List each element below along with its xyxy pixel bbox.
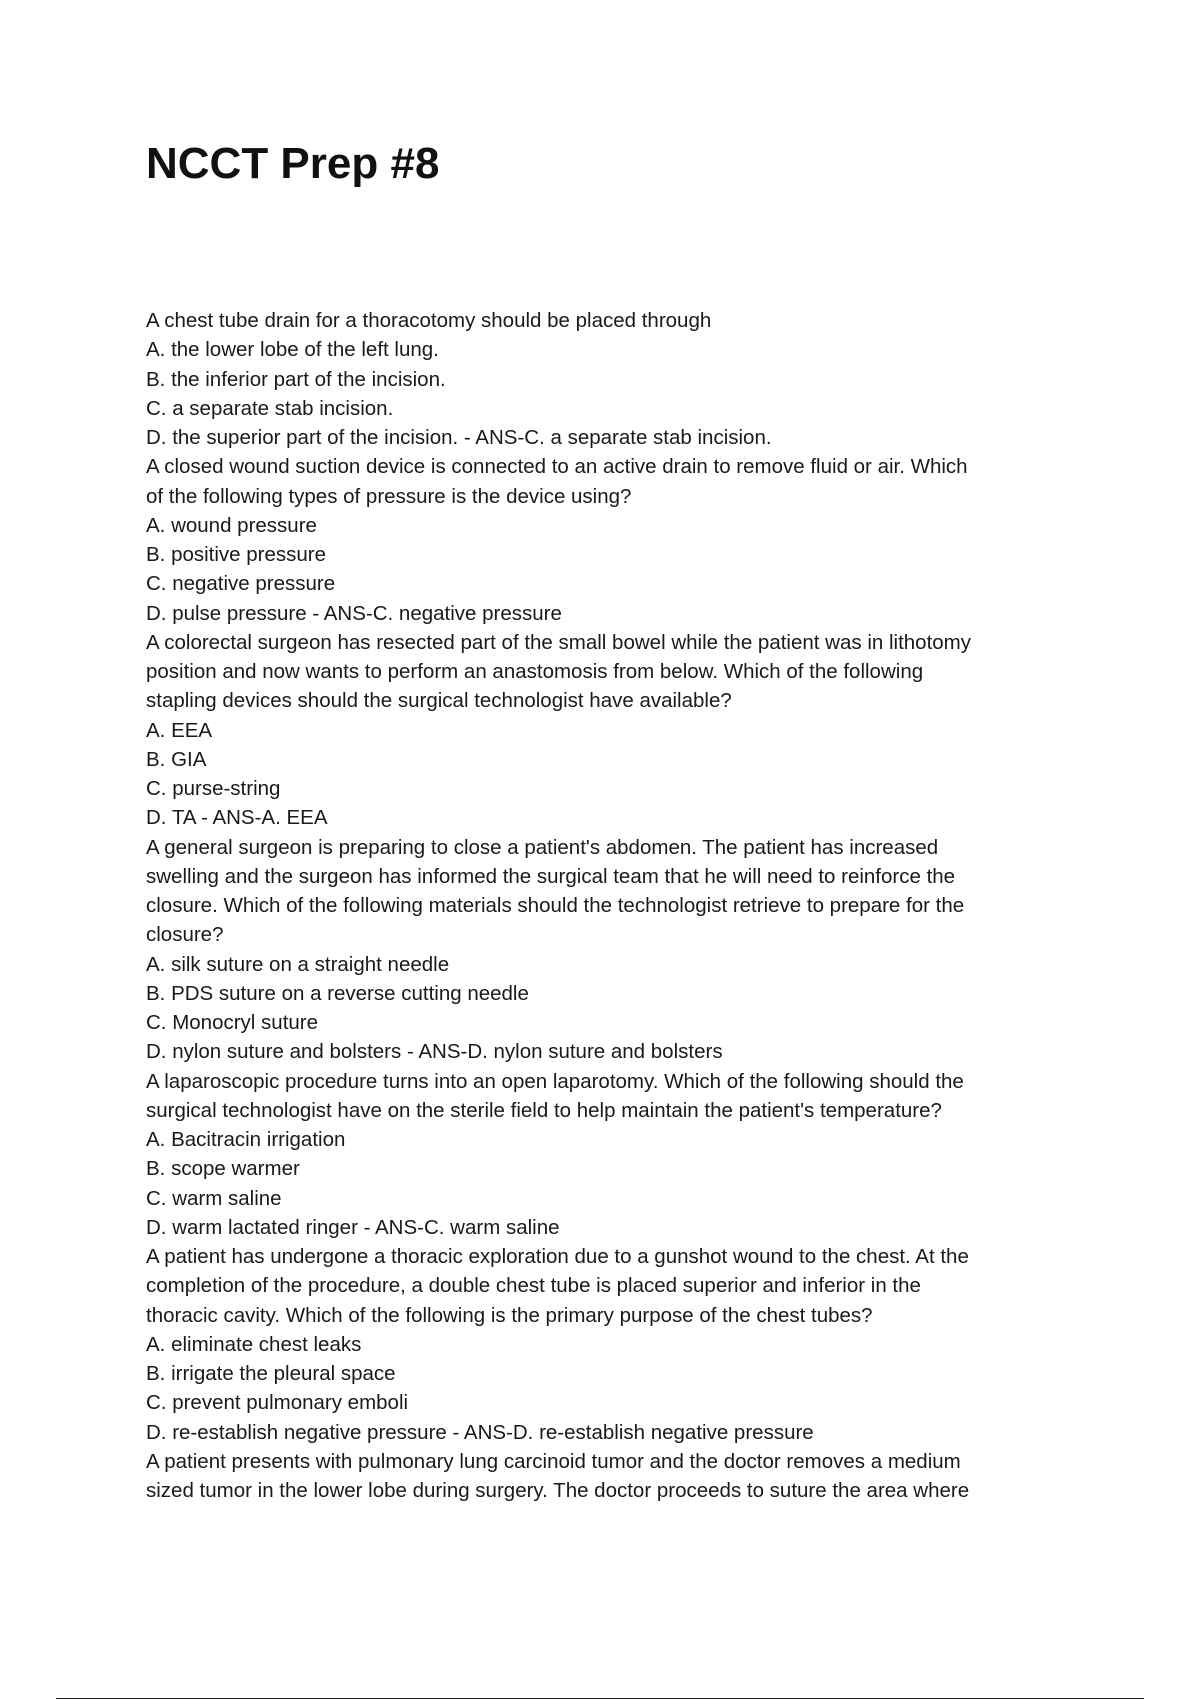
text-line: position and now wants to perform an anastomosis from below. Which of the following [146,660,924,683]
text-line: A. EEA [146,718,213,742]
text-line: A closed wound suction device is connected to an active drain to remove fluid or air. Which [146,455,968,479]
text-line: D. nylon suture and bolsters - ANS-D. nylon suture and bolsters [146,1040,723,1064]
text-line: completion of the procedure, a double chest tube is placed superior and inferior in the [146,1274,921,1298]
text-line: A patient has undergone a thoracic exploration due to a gunshot wound to the chest. At the [146,1245,969,1268]
text-line: A. wound pressure [146,513,317,537]
text-line: A. the lower lobe of the left lung. [146,338,439,362]
text-line: sized tumor in the lower lobe during surgery. The doctor proceeds to suture the area where [146,1479,970,1502]
text-line: D. warm lactated ringer - ANS-C. warm saline [146,1215,560,1239]
text-line: B. GIA [146,747,207,771]
text-line: closure. Which of the following materials should the technologist retrieve to prepare for the [146,894,965,917]
text-line: C. purse-string [146,777,281,800]
text-line: A laparoscopic procedure turns into an open laparotomy. Which of the following should the [146,1069,964,1093]
text-line: C. prevent pulmonary emboli [146,1391,409,1415]
text-line: thoracic cavity. Which of the following is the primary purpose of the chest tubes? [146,1303,873,1327]
text-line: C. Monocryl suture [146,1011,319,1034]
text-line: A patient presents with pulmonary lung carcinoid tumor and the doctor removes a medium [146,1449,961,1473]
text-line: D. re-establish negative pressure - ANS-D. re-establish negative pressure [146,1420,814,1444]
page-title: NCCT Prep #8 [146,139,440,188]
text-line: A. eliminate chest leaks [146,1332,362,1356]
text-line: D. pulse pressure - ANS-C. negative pressure [146,601,562,625]
text-line: A chest tube drain for a thoracotomy should be placed through [146,309,712,332]
text-line: D. the superior part of the incision. - ANS-C. a separate stab incision. [146,426,772,449]
document-body [146,306,1046,1505]
text-line: B. PDS suture on a reverse cutting needle [146,981,529,1005]
text-line: surgical technologist have on the sterile field to help maintain the patient's temperature? [146,1098,942,1122]
text-line: of the following types of pressure is the device using? [146,484,632,508]
page-bottom-rule [56,1698,1144,1699]
text-line: stapling devices should the surgical technologist have available? [146,689,732,713]
text-line: A. Bacitracin irrigation [146,1128,346,1151]
text-line: swelling and the surgeon has informed the surgical team that he will need to reinforce the [146,864,956,888]
text-line: D. TA - ANS-A. EEA [146,806,328,830]
text-line: B. scope warmer [146,1157,300,1181]
text-line: C. negative pressure [146,572,336,596]
text-line: B. irrigate the pleural space [146,1362,396,1385]
text-line: B. positive pressure [146,543,327,566]
text-line: C. a separate stab incision. [146,396,394,420]
text-line: closure? [146,923,224,947]
text-line: C. warm saline [146,1186,282,1210]
text-line: B. the inferior part of the incision. [146,367,446,391]
text-line: A general surgeon is preparing to close a patient's abdomen. The patient has increased [146,835,939,859]
text-line: A colorectal surgeon has resected part of the small bowel while the patient was in lithotomy [146,630,971,654]
text-line: A. silk suture on a straight needle [146,952,450,976]
